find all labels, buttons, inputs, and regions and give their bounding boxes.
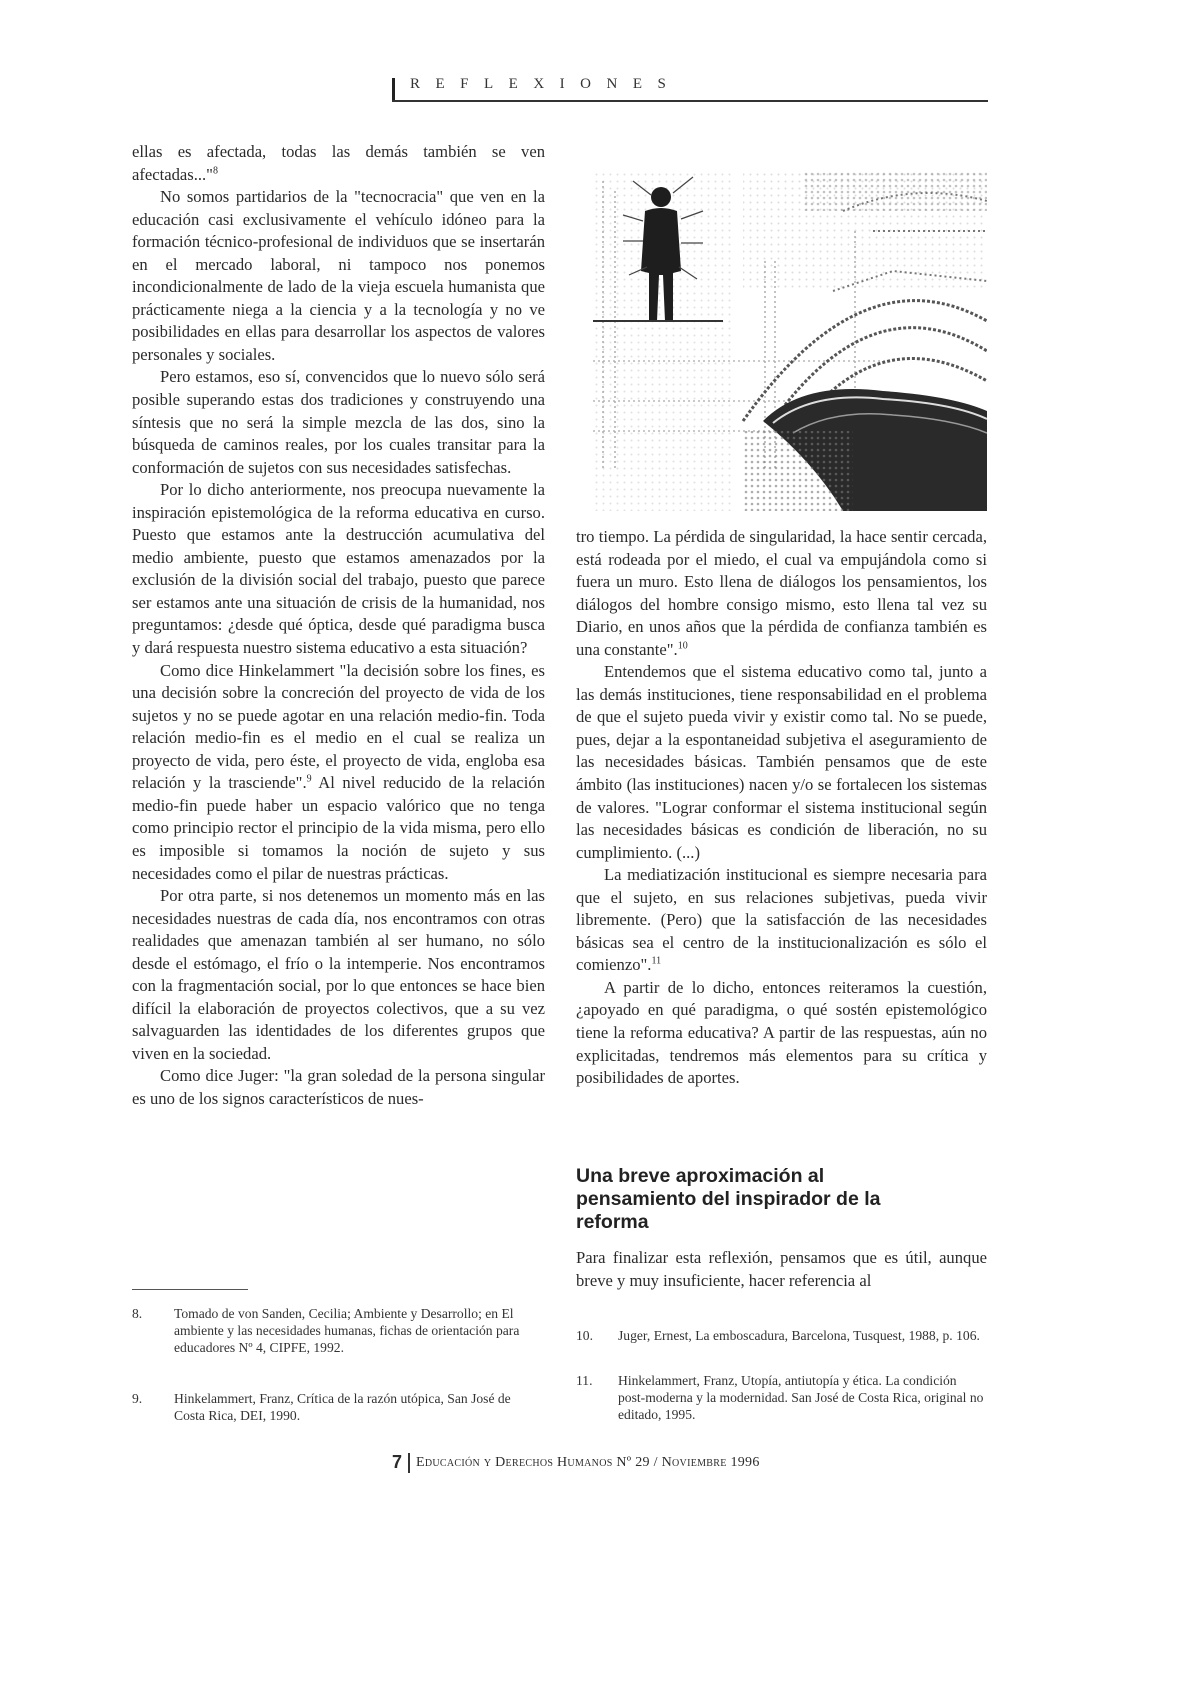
right-column: [576, 526, 987, 1090]
footnote-rule: [132, 1289, 248, 1290]
paragraph: Por otra parte, si nos detenemos un momento más en las necesidades nuestras de cada día, nos encontramos con otras realidades que amenazan también al ser humano, no sólo desde el estómago, el frío o la intemperie. Nos encontramos con la fragmentación social, por lo que entonces se hace bien difícil la elaboración de proyectos colectivos, que a su vez salvaguarden las identidades de los diferentes grupos que viven en la sociedad.: [132, 886, 545, 1063]
section-heading: Una breve aproximación al pensamiento del inspirador de la reforma: [576, 1165, 881, 1233]
right-column-continued: [576, 1247, 987, 1292]
footnote-8: [132, 1305, 542, 1375]
footnote-text: Tomado de von Sanden, Cecilia; Ambiente y Desarrollo; en El ambiente y las necesidades humanas, fichas de orientación para educadores Nº 4, CIPFE, 1992.: [174, 1306, 520, 1355]
paragraph: Como dice Hinkelammert "la decisión sobre los fines, es una decisión sobre la concreción del proyecto de vida de los sujetos y no se puede agotar en una relación medio-fin. Toda relación medio-fin es el medio en el cual se realiza un proyecto de vida, pero éste, el proyecto de vida, engloba esa relación y la trasciende".$^9$ Al nivel reducido de la relación medio-fin puede haber un espacio valórico que no tenga como principio rector el principio de la vida misma, pero ello es imposible si tomamos la noción de sujeto y sus necesidades como el pilar de nuestras prácticas.: [132, 660, 545, 883]
page-footer: [392, 1452, 852, 1476]
paragraph: Entendemos que el sistema educativo como tal, junto a las demás instituciones, tiene responsabilidad en el problema de que el sujeto pueda vivir y existir como tal. No se puede, pues, dejar a la espontaneidad subjetiva el aseguramiento de las necesidades básicas. También pensamos que de este ámbito (las instituciones) nacen y/o se fortalecen los sistemas de valores. "Lograr conformar el sistema institucional según las necesidades básicas es condición de liberación, no su cumplimiento. (...): [576, 662, 987, 862]
footnote-ref: 9: [306, 773, 312, 785]
footnote-text: Hinkelammert, Franz, Crítica de la razón utópica, San José de Costa Rica, DEI, 1990.: [174, 1391, 511, 1423]
left-column: [132, 141, 545, 1111]
paragraph: Como dice Juger: "la gran soledad de la persona singular es uno de los signos característicos de nues-: [132, 1066, 545, 1108]
illustration-figure-dome: [593, 171, 987, 511]
header-bar: [392, 78, 395, 100]
footnote-ref: 11: [651, 955, 662, 967]
paragraph: Para finalizar esta reflexión, pensamos que es útil, aunque breve y muy insuficiente, hacer referencia al: [576, 1248, 987, 1290]
footnote-number: 9.: [132, 1391, 143, 1406]
footnote-text: Hinkelammert, Franz, Utopía, antiutopía y ética. La condición post-moderna y la modernidad. San José de Costa Rica, original no editado, 1995.: [618, 1373, 984, 1422]
paragraph: A partir de lo dicho, entonces reiteramos la cuestión, ¿apoyado en qué paradigma, o qué sostén epistemológico tiene la reforma educativa? A partir de las respuestas, aún no explicitadas, tendremos más elementos para su crítica y posibilidades de aportes.: [576, 977, 987, 1088]
paragraph: Por lo dicho anteriormente, nos preocupa nuevamente la inspiración epistemológica de la reforma educativa en curso. Puesto que estamos ante la destrucción acumulativa del medio ambiente, puesto que estamos amenazados por la exclusión de la división social del trabajo, puesto que parece ser estamos ante una situación de crisis de la humanidad, nos preguntamos: ¿desde qué óptica, desde qué paradigma busca y dará respuesta nuestro sistema educativo a esta situación?: [132, 480, 545, 658]
paragraph: tro tiempo. La pérdida de singularidad, la hace sentir cercada, está rodeada por el miedo, el cual va empujándola como si fuera un muro. Esto llena de diálogos los pensamientos, los diálogos del hombre consigo mismo, esto llena tal vez su Diario, en unos años que la pérdida de confianza también es una constante".$^{10}$: [576, 527, 987, 659]
header-rule: [392, 100, 988, 102]
paragraph: La mediatización institucional es siempre necesaria para que el sujeto, en sus relaciones subjetivas, pueda vivir libremente. (Pero) que la satisfacción de las necesidades básicas sea el centro de la institucionalización es sólo el comienzo".$^{11}$: [576, 865, 987, 975]
footnote-11: [576, 1372, 987, 1426]
paragraph: ellas es afectada, todas las demás también se ven afectadas..."$^8$: [132, 142, 545, 184]
footnote-9: [132, 1390, 542, 1426]
footnote-number: 8.: [132, 1306, 143, 1321]
footnote-10: [576, 1327, 987, 1363]
publication-info: Educación y Derechos Humanos Nº 29 / Noviembre 1996: [416, 1455, 760, 1470]
footnote-ref: 10: [677, 640, 688, 652]
page-number: 7: [392, 1452, 403, 1472]
footnote-number: 10.: [576, 1328, 593, 1343]
footnote-ref: 8: [212, 165, 218, 177]
paragraph: Pero estamos, eso sí, convencidos que lo nuevo sólo será posible superando estas dos tradiciones y construyendo una síntesis que no será la simple mezcla de las dos, sino la búsqueda de caminos reales, por los cuales transitar para la conformación de sujetos con sus necesidades satisfechas.: [132, 367, 545, 477]
footer-separator: [408, 1453, 410, 1473]
section-title: REFLEXIONES: [410, 76, 682, 92]
footnote-text: Juger, Ernest, La emboscadura, Barcelona, Tusquest, 1988, p. 106.: [618, 1328, 980, 1343]
footnote-number: 11.: [576, 1373, 593, 1388]
section-header: [392, 76, 988, 102]
paragraph: No somos partidarios de la "tecnocracia" que ven en la educación casi exclusivamente el vehículo idóneo para la formación técnico-profesional de individuos que se insertarán en el mercado laboral, ni tampoco nos ponemos incondicionalmente de lado de la vieja escuela humanista que prácticamente niega a la ciencia y a la tecnología y no ve posibilidades en ellas para desarrollar los aspectos de valores personales y sociales.: [132, 187, 545, 364]
